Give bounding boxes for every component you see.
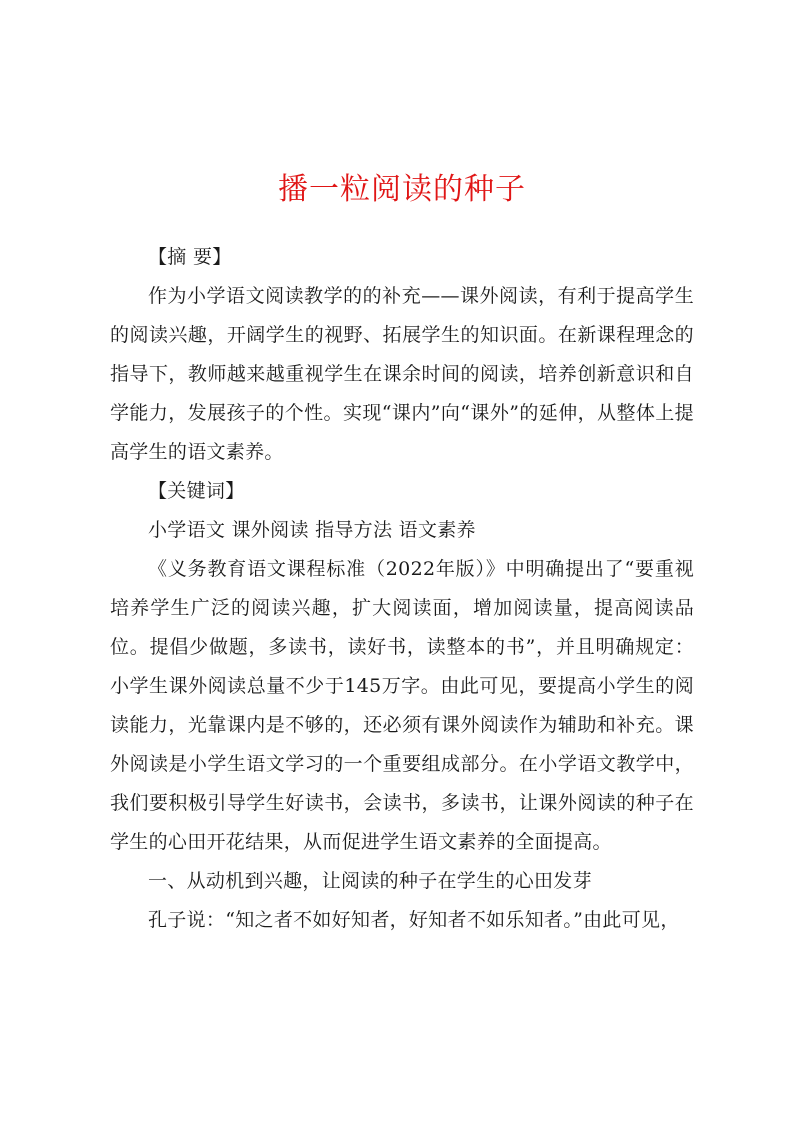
abstract-paragraph: 作为小学语文阅读教学的的补充——课外阅读，有利于提高学生的阅读兴趣，开阔学生的视野、拓展学生的知识面。在新课程理念的指导下，教师越来越重视学生在课余时间的阅读，培养创新意识和自学能力，发展孩子的个性。实现“课内”向“课外”的延伸，从整体上提高学生的语文素养。 [110,285,694,463]
document-body [110,238,694,940]
section1-heading: 一、从动机到兴趣，让阅读的种子在学生的心田发芽 [148,870,592,892]
document-title: 播一粒阅读的种子 [278,172,526,207]
keywords-paragraph: 小学语文 课外阅读 指导方法 语文素养 [148,519,476,541]
abstract-label: 【摘 要】 [148,246,232,268]
intro-paragraph: 《义务教育语文课程标准（2022年版）》中明确提出了“要重视培养学生广泛的阅读兴趣，扩大阅读面，增加阅读量，提高阅读品位。提倡少做题，多读书，读好书，读整本的书”，并且明确规定：小学生课外阅读总量不少于145万字。由此可见，要提高小学生的阅读能力，光靠课内是不够的，还必须有课外阅读作为辅助和补充。课外阅读是小学生语文学习的一个重要组成部分。在小学语文教学中，我们要积极引导学生好读书，会读书，多读书，让课外阅读的种子在学生的心田开花结果，从而促进学生语文素养的全面提高。 [110,558,694,853]
section1-paragraph: 孔子说：“知之者不如好知者，好知者不如乐知者。”由此可见， [148,909,680,931]
keywords-label: 【关键词】 [148,480,245,502]
